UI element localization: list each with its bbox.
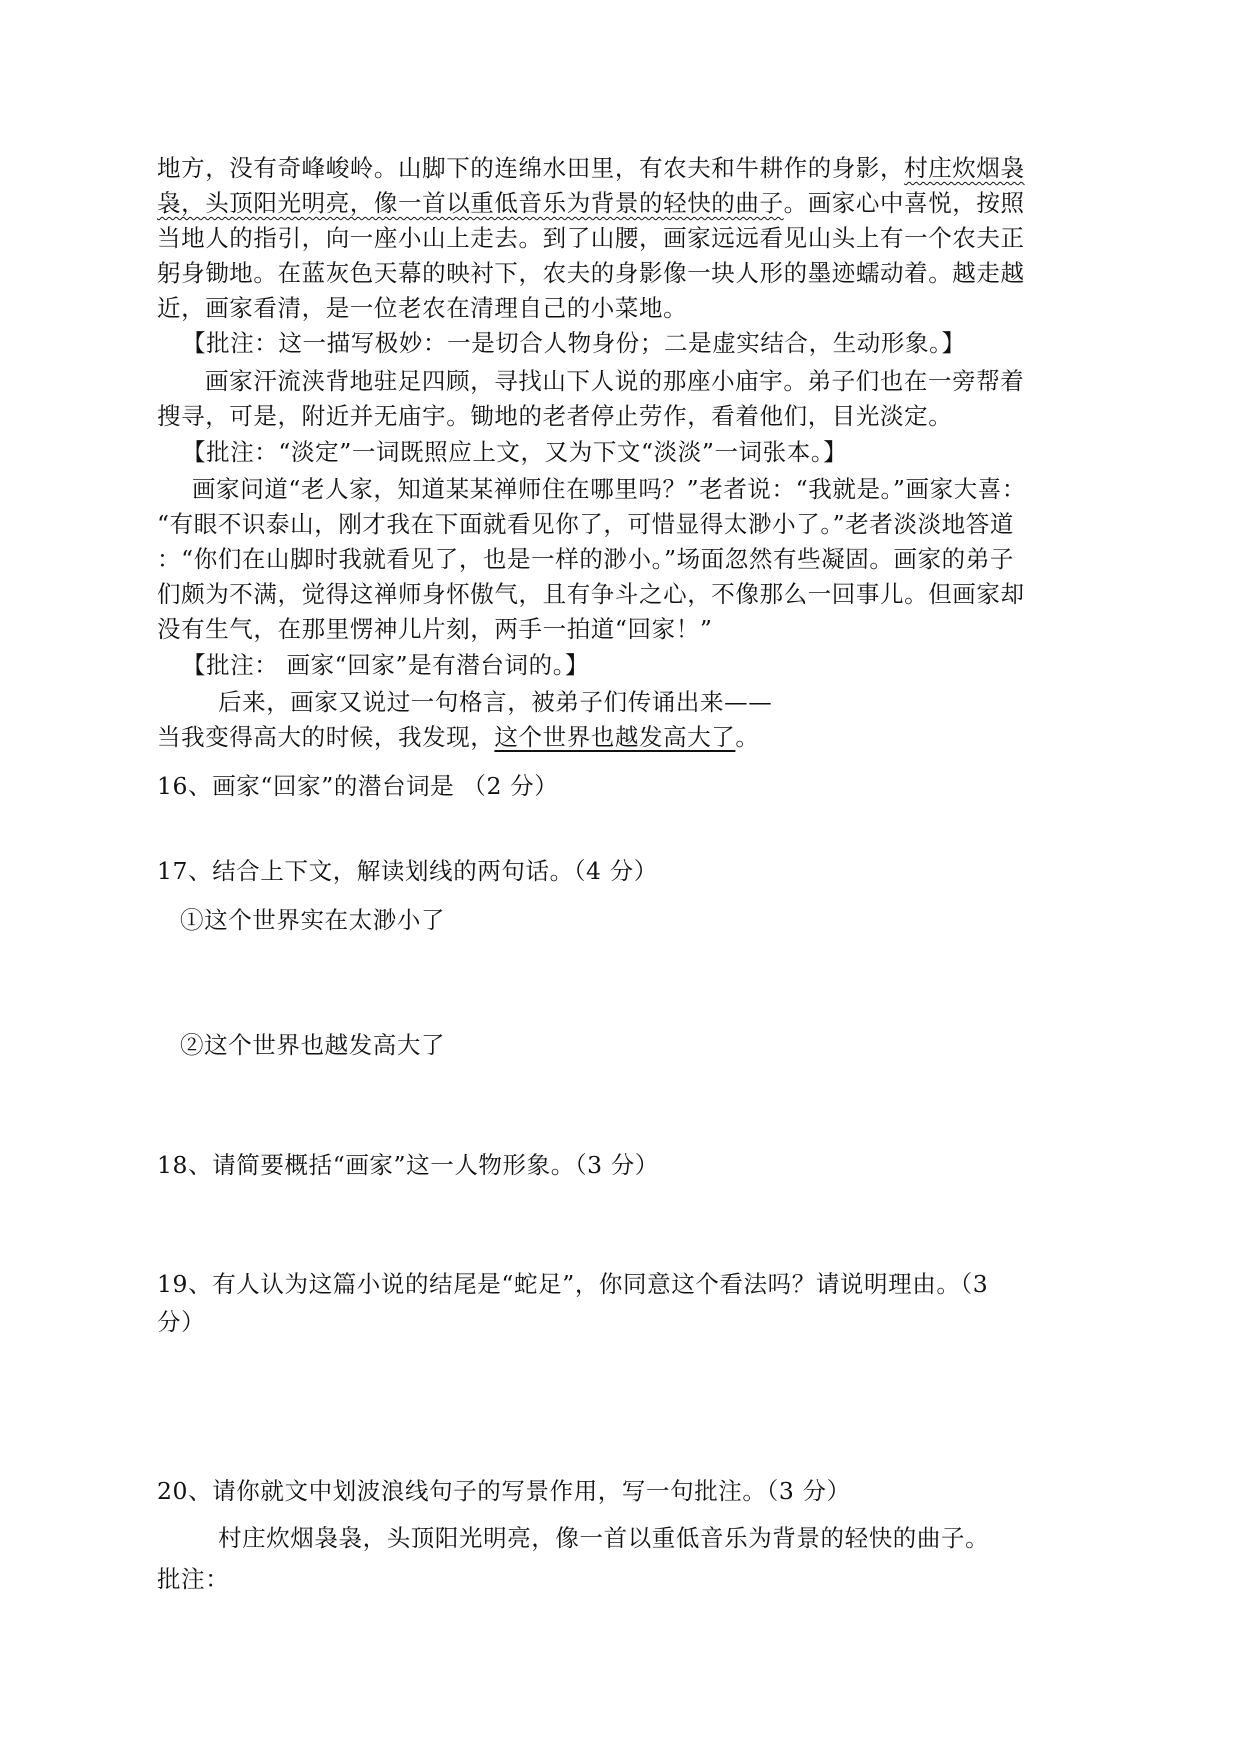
question-16: 16、画家“回家”的潜台词是 （2 分） xyxy=(157,772,559,800)
annotation-note: 【批注：这一描写极妙：一是切合人物身份；二是虚实结合，生动形象。】 xyxy=(182,329,966,357)
question-17-item-2: ②这个世界也越发高大了 xyxy=(180,1031,446,1059)
annotation-note: 【批注：“淡定”一词既照应上文，又为下文“淡淡”一词张本。】 xyxy=(182,438,848,466)
question-18: 18、请简要概括“画家”这一人物形象。（3 分） xyxy=(157,1151,660,1179)
passage-line: 袅，头顶阳光明亮，像一首以重低音乐为背景的轻快的曲子。画家心中喜悦，按照 xyxy=(157,189,1025,217)
passage-line: 后来，画家又说过一句格言，被弟子们传诵出来—— xyxy=(218,688,773,716)
annotation-note: 【批注： 画家“回家”是有潜台词的。】 xyxy=(182,651,590,679)
passage-line: 近，画家看清，是一位老农在清理自己的小菜地。 xyxy=(157,294,688,322)
passage-line: 们颇为不满，觉得这禅师身怀傲气，且有争斗之心，不像那么一回事儿。但画家却 xyxy=(157,580,1025,608)
passage-line: 搜寻，可是，附近并无庙宇。锄地的老者停止劳作，看着他们，目光淡定。 xyxy=(157,402,953,430)
passage-line: ：“你们在山脚时我就看见了，也是一样的渺小。”场面忽然有些凝固。画家的弟子 xyxy=(157,545,1014,573)
passage-line: 画家汗流浃背地驻足四顾，寻找山下人说的那座小庙宇。弟子们也在一旁帮着 xyxy=(205,367,1025,395)
passage-line: 没有生气，在那里愣神儿片刻，两手一拍道“回家！” xyxy=(157,615,713,643)
question-19: 19、有人认为这篇小说的结尾是“蛇足”，你同意这个看法吗？请说明理由。（3 xyxy=(157,1270,989,1298)
wavy-underlined-sentence: 袅，头顶阳光明亮，像一首以重低音乐为背景的轻快的曲子 xyxy=(157,189,784,217)
question-19-continued: 分） xyxy=(157,1308,206,1336)
question-20-sentence: 村庄炊烟袅袅，头顶阳光明亮，像一首以重低音乐为背景的轻快的曲子。 xyxy=(218,1524,990,1552)
question-17-item-1: ①这个世界实在太渺小了 xyxy=(180,906,446,934)
underlined-sentence: 这个世界也越发高大了 xyxy=(494,723,736,751)
wavy-underlined-sentence: 村庄炊烟袅 xyxy=(904,154,1025,182)
passage-line: 地方，没有奇峰峻岭。山脚下的连绵水田里，有农夫和牛耕作的身影，村庄炊烟袅 xyxy=(157,154,1025,182)
passage-line: “有眼不识泰山，刚才我在下面就看见你了，可惜显得太渺小了。”老者淡淡地答道 xyxy=(157,510,1014,538)
passage-line: 躬身锄地。在蓝灰色天幕的映衬下，农夫的身影像一块人形的墨迹蠕动着。越走越 xyxy=(157,259,1025,287)
passage-line: 当我变得高大的时候，我发现，这个世界也越发高大了。 xyxy=(157,723,760,751)
question-17: 17、结合上下文，解读划线的两句话。（4 分） xyxy=(157,857,658,885)
passage-line: 画家问道“老人家，知道某某禅师住在哪里吗？”老者说：“我就是。”画家大喜： xyxy=(192,475,1027,503)
annotation-answer-label: 批注： xyxy=(157,1565,230,1593)
passage-line: 当地人的指引，向一座小山上走去。到了山腰，画家远远看见山头上有一个农夫正 xyxy=(157,224,1025,252)
question-20: 20、请你就文中划波浪线句子的写景作用，写一句批注。（3 分） xyxy=(157,1477,851,1505)
